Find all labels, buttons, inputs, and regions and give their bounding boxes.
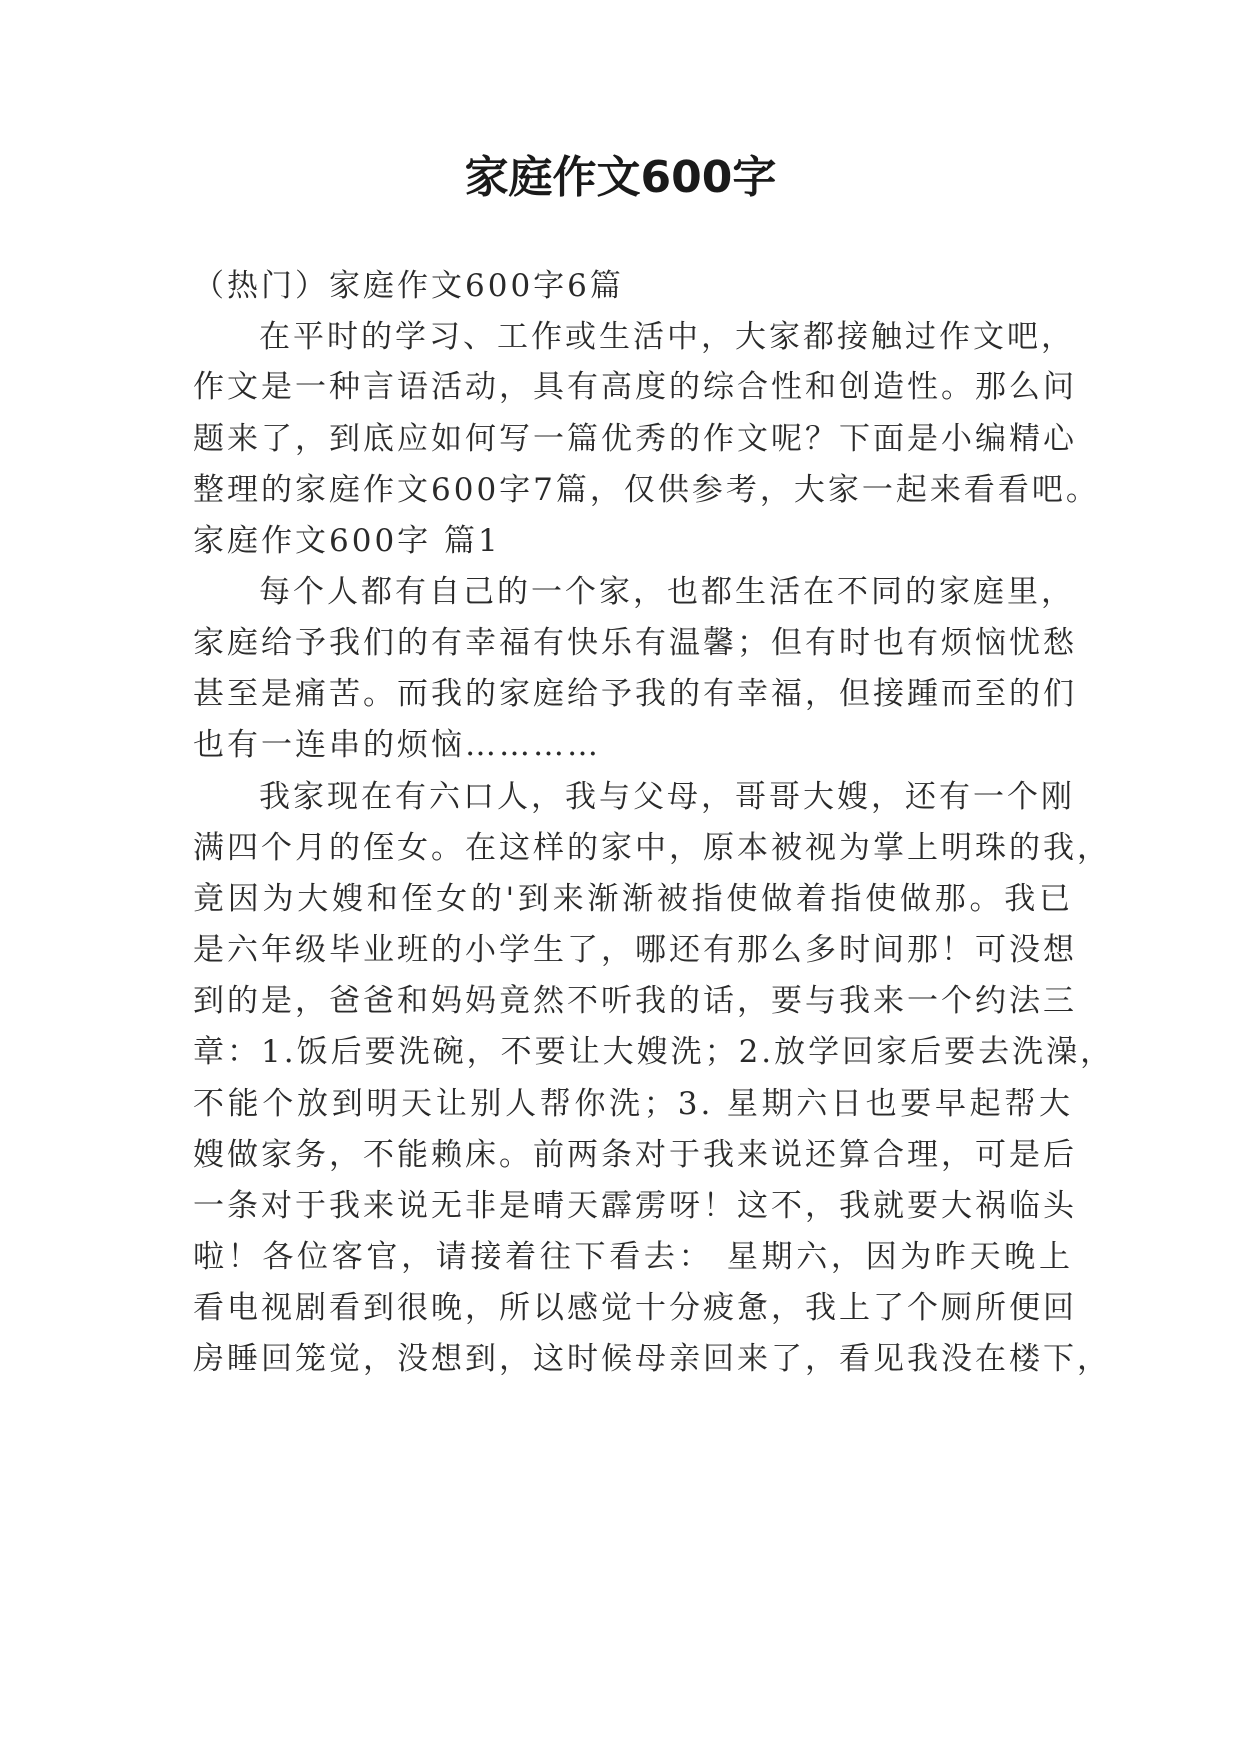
text-line: 一条对于我来说无非是晴天霹雳呀！这不，我就要大祸临头 <box>193 1188 1077 1224</box>
text-line: 我家现在有六口人，我与父母，哥哥大嫂，还有一个刚 <box>259 779 1075 815</box>
text-line: 在平时的学习、工作或生活中，大家都接触过作文吧， <box>259 319 1075 355</box>
text-line: 不能个放到明天让别人帮你洗；3. 星期六日也要早起帮大 <box>193 1086 1073 1122</box>
text-line: 题来了，到底应如何写一篇优秀的作文呢？下面是小编精心 <box>193 421 1077 457</box>
document-title: 家庭作文600字 <box>464 152 777 203</box>
text-line: 每个人都有自己的一个家，也都生活在不同的家庭里， <box>259 574 1075 610</box>
text-line: 家庭给予我们的有幸福有快乐有温馨；但有时也有烦恼忧愁 <box>193 625 1077 661</box>
text-line: 满四个月的侄女。在这样的家中，原本被视为掌上明珠的我， <box>193 830 1111 866</box>
text-line: 甚至是痛苦。而我的家庭给予我的有幸福，但接踵而至的们 <box>193 676 1077 712</box>
text-line: 是六年级毕业班的小学生了，哪还有那么多时间那！可没想 <box>193 932 1077 968</box>
text-line: 作文是一种言语活动，具有高度的综合性和创造性。那么问 <box>193 369 1077 405</box>
text-line: 房睡回笼觉，没想到，这时候母亲回来了，看见我没在楼下， <box>193 1341 1111 1377</box>
text-line: 章：1.饭后要洗碗，不要让大嫂洗；2.放学回家后要去洗澡， <box>193 1034 1115 1070</box>
text-line: 整理的家庭作文600字7篇，仅供参考，大家一起来看看吧。 <box>193 472 1100 508</box>
text-line: 也有一连串的烦恼………… <box>193 727 601 763</box>
section-heading: 家庭作文600字 篇1 <box>193 523 501 559</box>
text-line: 啦！各位客官，请接着往下看去： 星期六，因为昨天晚上 <box>193 1239 1073 1275</box>
text-line: 看电视剧看到很晚，所以感觉十分疲惫，我上了个厕所便回 <box>193 1290 1077 1326</box>
subtitle-line: （热门）家庭作文600字6篇 <box>193 268 624 304</box>
text-line: 竟因为大嫂和侄女的'到来渐渐被指使做着指使做那。我已 <box>193 881 1073 917</box>
text-line: 嫂做家务，不能赖床。前两条对于我来说还算合理，可是后 <box>193 1137 1077 1173</box>
text-line: 到的是，爸爸和妈妈竟然不听我的话，要与我来一个约法三 <box>193 983 1077 1019</box>
